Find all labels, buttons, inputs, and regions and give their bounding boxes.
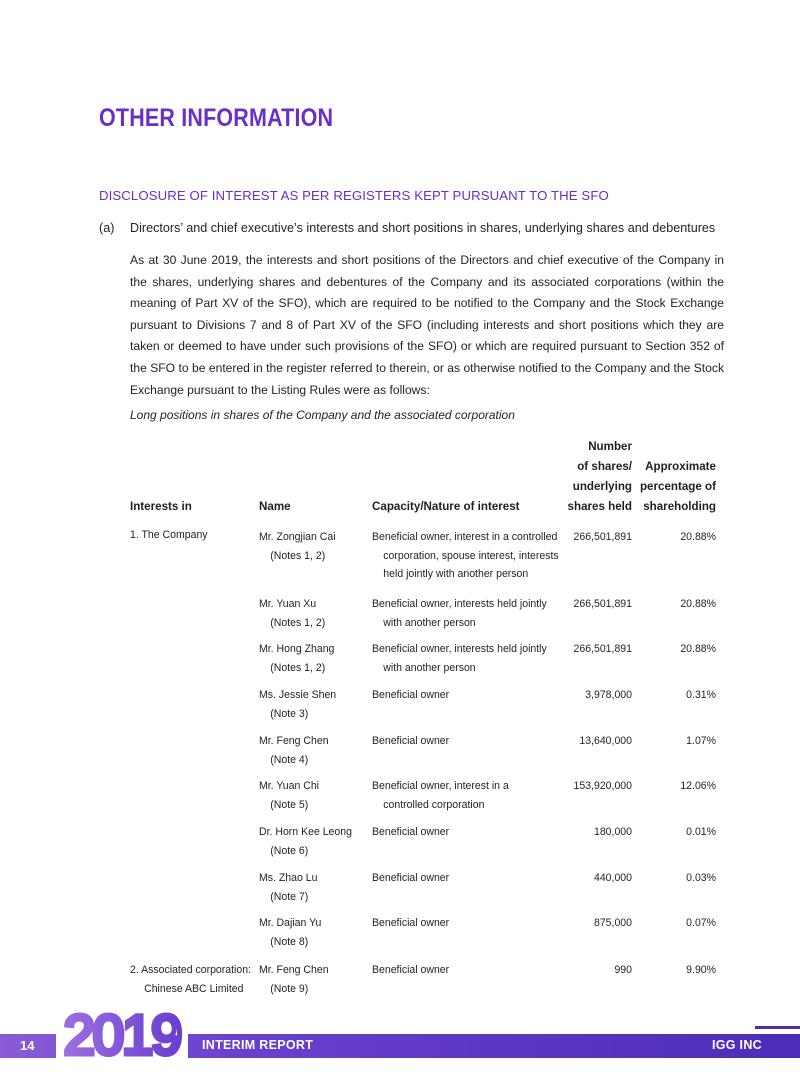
- row-percentage: 20.88%: [680, 598, 716, 610]
- capacity-line-1: Beneficial owner: [372, 826, 450, 838]
- header-pct-line-3: shareholding: [643, 500, 716, 513]
- header-pct-line-1: Approximate: [645, 460, 716, 473]
- row-shares: 990: [614, 964, 632, 976]
- header-shares-line-2: of shares/: [577, 460, 632, 473]
- footer-company-name: IGG INC: [711, 1038, 762, 1052]
- row-shares: 266,501,891: [573, 531, 632, 543]
- capacity-line-1: Beneficial owner: [372, 964, 450, 976]
- header-shares-line-3: underlying: [572, 480, 632, 493]
- director-note: (Note 5): [270, 798, 309, 811]
- row-name: [259, 777, 319, 814]
- row-percentage: 1.07%: [686, 735, 716, 747]
- capacity-line-2: with another person: [383, 661, 476, 674]
- header-interests-in: Interests in: [130, 500, 192, 513]
- capacity-line-1: Beneficial owner, interest in a: [372, 780, 509, 792]
- group-label-associated: [130, 961, 251, 998]
- row-name: [259, 961, 329, 998]
- row-name: [259, 640, 334, 677]
- year-logo-text: 2019: [63, 1004, 181, 1062]
- row-capacity: [372, 961, 449, 980]
- capacity-line-3: held jointly with another person: [383, 568, 529, 580]
- row-capacity: [372, 640, 547, 677]
- row-name: [259, 823, 352, 860]
- director-name: Mr. Dajian Yu: [259, 917, 322, 929]
- row-name: [259, 914, 321, 951]
- director-name: Mr. Yuan Chi: [259, 780, 320, 792]
- row-capacity: [372, 686, 449, 705]
- director-name: Mr. Zongjian Cai: [259, 531, 336, 543]
- director-note: (Note 6): [270, 844, 309, 857]
- director-name: Mr. Hong Zhang: [259, 643, 335, 655]
- row-capacity: [372, 528, 559, 584]
- row-shares: 13,640,000: [579, 735, 632, 747]
- row-shares: 3,978,000: [585, 689, 632, 701]
- capacity-line-1: Beneficial owner: [372, 917, 450, 929]
- director-note: (Note 9): [270, 982, 309, 995]
- page-number: 14: [20, 1038, 35, 1053]
- director-name: Mr. Feng Chen: [259, 735, 329, 747]
- group-label-associated-line-2: Chinese ABC Limited: [144, 982, 244, 995]
- header-pct-line-2: percentage of: [639, 480, 716, 493]
- capacity-line-1: Beneficial owner, interests held jointly: [372, 643, 547, 655]
- row-name: [259, 732, 329, 769]
- row-shares: 440,000: [593, 872, 632, 884]
- capacity-line-2: corporation, spouse interest, interests: [383, 549, 559, 562]
- director-note: (Note 8): [270, 935, 309, 948]
- row-capacity: [372, 823, 449, 842]
- row-shares: 875,000: [593, 917, 632, 929]
- row-percentage: 12.06%: [680, 780, 716, 792]
- director-note: (Note 3): [270, 707, 309, 720]
- capacity-line-1: Beneficial owner: [372, 872, 450, 884]
- capacity-line-2: controlled corporation: [383, 798, 485, 811]
- row-percentage: 20.88%: [680, 643, 716, 655]
- row-shares: 153,920,000: [573, 780, 632, 792]
- header-shares-line-1: Number: [588, 440, 632, 453]
- row-name: [259, 686, 336, 723]
- header-capacity: Capacity/Nature of interest: [372, 500, 520, 513]
- year-logo: [56, 1004, 188, 1062]
- row-percentage: 0.07%: [686, 917, 716, 929]
- section-heading: DISCLOSURE OF INTEREST AS PER REGISTERS KEPT PURSUANT TO THE SFO: [99, 188, 609, 203]
- director-name: Mr. Yuan Xu: [259, 598, 317, 610]
- group-label-associated-line-1: 2. Associated corporation:: [130, 964, 252, 976]
- table-caption: Long positions in shares of the Company and the associated corporation: [130, 408, 515, 422]
- director-note: (Note 4): [270, 753, 309, 766]
- header-percentage: [630, 457, 716, 517]
- director-note: (Notes 1, 2): [270, 616, 326, 629]
- row-capacity: [372, 777, 509, 814]
- row-capacity: [372, 914, 449, 933]
- row-name: [259, 595, 325, 632]
- row-shares: 180,000: [593, 826, 632, 838]
- page-title: OTHER INFORMATION: [99, 104, 334, 132]
- group-label-company: 1. The Company: [130, 529, 208, 541]
- footer-report-title: INTERIM REPORT: [202, 1038, 314, 1052]
- director-note: (Notes 1, 2): [270, 549, 326, 562]
- capacity-line-1: Beneficial owner, interests held jointly: [372, 598, 547, 610]
- header-shares-line-4: shares held: [567, 500, 632, 513]
- row-name: [259, 528, 336, 565]
- director-name: Ms. Zhao Lu: [259, 872, 318, 884]
- subsection-label: (a): [99, 221, 115, 235]
- director-name: Mr. Feng Chen: [259, 964, 329, 976]
- row-percentage: 0.03%: [686, 872, 716, 884]
- body-paragraph: As at 30 June 2019, the interests and short positions of the Directors and chief executive of the Company in the shares, underlying shares and debentures of the Company and its associated corporations (within the meaning of Part XV of the SFO), which are required to be notified to the Company and the Stock Exchange pursuant to Divisions 7 and 8 of Part XV of the SFO (including interests and short positions which they are taken or deemed to have under such provisions of the SFO) or which are required pursuant to Section 352 of the SFO to be entered in the register referred to therein, or as otherwise notified to the Company and the Stock Exchange pursuant to the Listing Rules were as follows:: [130, 253, 724, 397]
- footer-accent-rule: [755, 1026, 800, 1029]
- director-name: Ms. Jessie Shen: [259, 689, 337, 701]
- header-name: Name: [259, 500, 291, 513]
- row-capacity: [372, 732, 449, 751]
- director-note: (Note 7): [270, 890, 309, 903]
- subsection-title: Directors’ and chief executive’s interests and short positions in shares, underlying shares and debentures: [130, 221, 716, 235]
- row-capacity: [372, 869, 449, 888]
- row-percentage: 9.90%: [686, 964, 716, 976]
- row-shares: 266,501,891: [573, 598, 632, 610]
- row-percentage: 0.31%: [686, 689, 716, 701]
- capacity-line-1: Beneficial owner: [372, 689, 450, 701]
- row-percentage: 0.01%: [686, 826, 716, 838]
- header-shares: [540, 437, 632, 517]
- row-percentage: 20.88%: [680, 531, 716, 543]
- director-name: Dr. Horn Kee Leong: [259, 826, 352, 838]
- row-name: [259, 869, 317, 906]
- row-shares: 266,501,891: [573, 643, 632, 655]
- capacity-line-1: Beneficial owner, interest in a controlled: [372, 531, 558, 543]
- capacity-line-2: with another person: [383, 616, 476, 629]
- director-note: (Notes 1, 2): [270, 661, 326, 674]
- capacity-line-1: Beneficial owner: [372, 735, 450, 747]
- row-capacity: [372, 595, 547, 632]
